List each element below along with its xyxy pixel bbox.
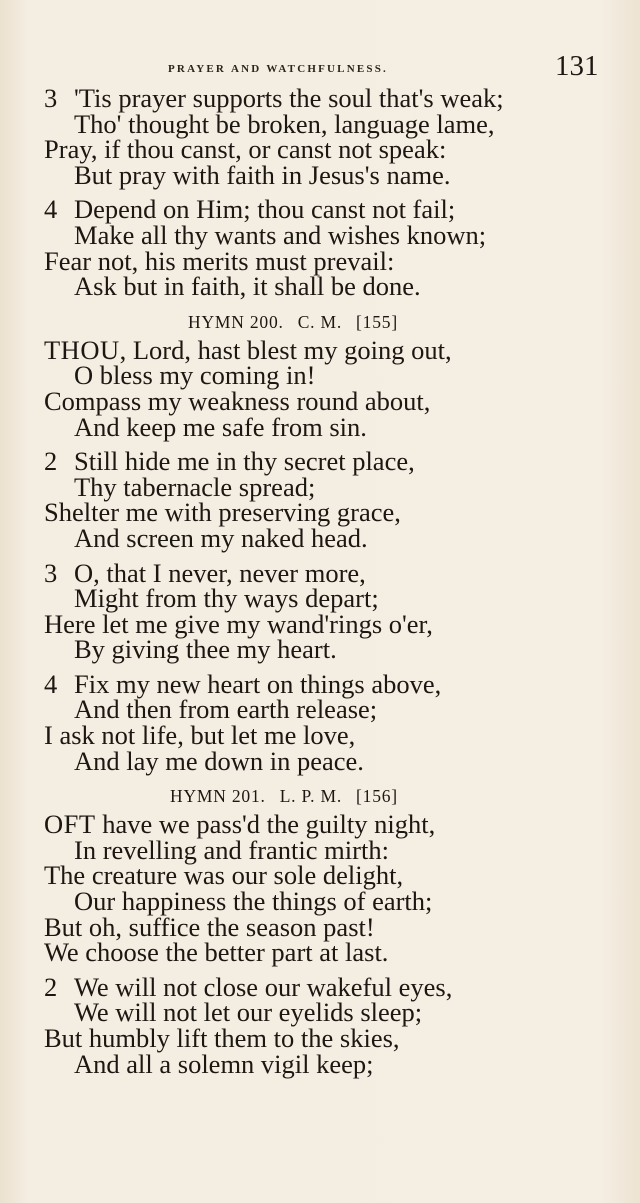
page-content: [0, 83, 640, 1079]
hymn-tune: [156]: [356, 786, 398, 807]
verse-line: By giving thee my heart.: [74, 634, 337, 665]
verse-line: But oh, suffice the season past!: [44, 911, 375, 942]
hymn-200-stanza-4: [0, 668, 640, 776]
verse-line: In revelling and frantic mirth:: [74, 834, 389, 865]
verse-line: 2 Still hide me in thy secret place,: [44, 446, 415, 477]
verse-line: Might from thy ways depart;: [74, 583, 379, 614]
stanza-number: 3: [44, 557, 58, 588]
drop-cap: THOU: [44, 334, 120, 365]
hymn-200-stanza-2: [0, 446, 640, 553]
verse-line: Fear not, his merits must prevail:: [44, 245, 395, 276]
hymn-201-stanza-1: [0, 809, 640, 968]
stanza-number: 2: [44, 971, 58, 1002]
running-title: prayer and watchfulness.: [168, 60, 388, 76]
verse-line: The creature was our sole delight,: [44, 860, 404, 891]
verse-line: We will not let our eyelids sleep;: [74, 997, 423, 1028]
verse-line: 3 'Tis prayer supports the soul that's weak;: [44, 83, 504, 113]
verse-line: And screen my naked head.: [74, 522, 368, 553]
verse-line: Our happiness the things of earth;: [74, 886, 433, 917]
verse-line: Shelter me with preserving grace,: [44, 497, 401, 528]
stanza-number: 4: [44, 194, 58, 225]
verse-line: Here let me give my wand'rings o'er,: [44, 608, 433, 639]
verse-line: We choose the better part at last.: [44, 937, 389, 968]
hymn-201-stanza-2: [0, 971, 640, 1079]
drop-cap: OFT: [44, 809, 96, 840]
verse-line: Compass my weakness round about,: [44, 385, 431, 416]
verse-line: THOU, Lord, hast blest my going out,: [44, 334, 452, 365]
verse-line: And then from earth release;: [74, 694, 378, 725]
stanza-number: 2: [44, 446, 58, 477]
verse-line: Make all thy wants and wishes known;: [74, 219, 487, 250]
verse-line: OFT have we pass'd the guilty night,: [44, 809, 436, 840]
hymn-200-stanza-1: [0, 334, 640, 442]
verse-line: But humbly lift them to the skies,: [44, 1023, 400, 1053]
verse-line: And lay me down in peace.: [74, 745, 364, 776]
hymn-label: HYMN 200.: [188, 311, 284, 332]
verse-line: And keep me safe from sin.: [74, 411, 367, 442]
verse-line: 2 We will not close our wakeful eyes,: [44, 971, 453, 1002]
hymn-200-stanza-3: [0, 557, 640, 665]
hymn-199-stanza-4: [0, 194, 640, 302]
hymn-meter: L. P. M.: [279, 786, 343, 807]
verse-line: And all a solemn vigil keep;: [74, 1048, 374, 1079]
verse-line: Ask but in faith, it shall be done.: [74, 271, 421, 302]
verse-line: 4 Depend on Him; thou canst not fail;: [44, 194, 456, 225]
stanza-number: 3: [44, 83, 58, 113]
stanza-number: 4: [44, 668, 58, 699]
verse-line: I ask not life, but let me love,: [44, 720, 356, 751]
page-number: 131: [555, 50, 599, 82]
hymn-200-heading: [0, 310, 640, 334]
hymn-199-stanza-3: [0, 83, 640, 190]
verse-line: Tho' thought be broken, language lame,: [74, 108, 495, 139]
hymn-201-heading: [0, 784, 640, 808]
hymn-tune: [155]: [356, 311, 398, 332]
verse-line: Thy tabernacle spread;: [74, 471, 316, 502]
verse-line: Pray, if thou canst, or canst not speak:: [44, 134, 447, 165]
hymn-label: HYMN 201.: [170, 786, 266, 807]
verse-line: 4 Fix my new heart on things above,: [44, 668, 442, 699]
page-header: [0, 50, 640, 86]
verse-line: 3 O, that I never, never more,: [44, 557, 366, 588]
hymn-meter: C. M.: [297, 311, 343, 332]
verse-line: But pray with faith in Jesus's name.: [74, 159, 451, 190]
verse-line: O bless my coming in!: [74, 360, 316, 391]
